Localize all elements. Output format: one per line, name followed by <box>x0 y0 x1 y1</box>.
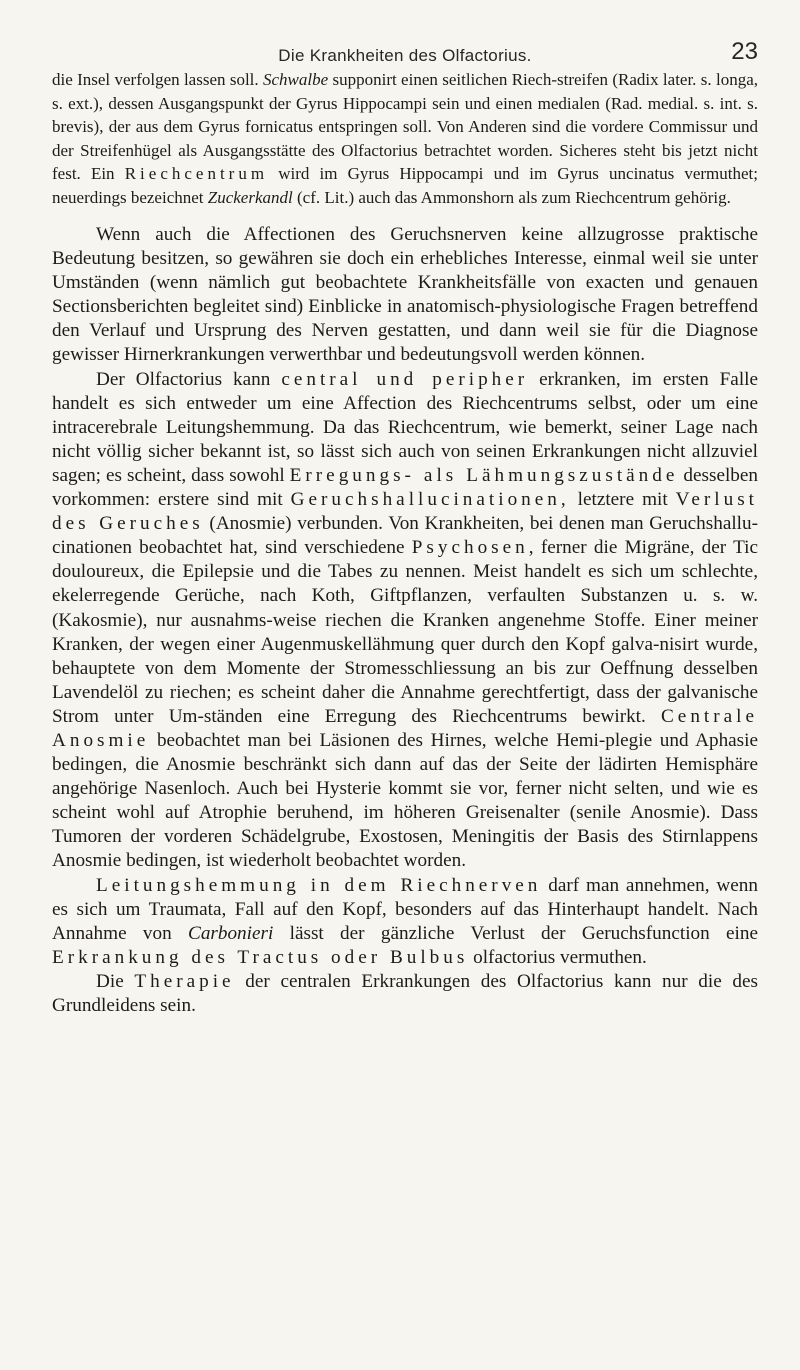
author-name-schwalbe: Schwalbe <box>263 70 329 89</box>
main-text <box>52 223 758 1018</box>
text-run: darf man annehmen, wenn es sich um Traumata, Fall auf den Kopf, besonders auf das Hinterhaupt handelt. Nach Annahme von <box>52 874 758 944</box>
text-run: der centralen Erkrankungen des Olfactorius kann nur die des Grundleidens sein. <box>52 970 758 1016</box>
paragraph-leitungshemmung <box>52 874 758 970</box>
spaced-term: Centrale Anosmie <box>52 705 758 751</box>
running-title: Die Krankheiten des Olfactorius. <box>278 46 532 65</box>
text-run: erkranken, im ersten Falle handelt es sich entweder um eine Affection des Riechcentrums selbst, oder um eine intracerebrale Leitungshemmung. Da das Riechcentrum, wie bemerkt, seiner Lage nach nicht völlig sicher bekannt ist, so lässt sich auch von seinen Erkrankungen nicht allzuviel sagen; es scheint, dass sowohl <box>52 368 759 486</box>
author-name-carbonieri: Carbonieri <box>188 922 274 944</box>
spaced-term: Leitungshemmung in dem Riechnerven <box>96 874 542 896</box>
spaced-term: Erkrankung des Tractus oder Bulbus <box>52 946 469 968</box>
intro-text-1: die Insel verfolgen lassen soll. <box>52 70 263 89</box>
text-run: Die <box>96 970 135 992</box>
spaced-term: Verlust des Geruches <box>52 489 758 535</box>
paragraph-therapie <box>52 970 758 1018</box>
spaced-term: Erregungs- als Lähmungszustände <box>289 464 679 486</box>
intro-text-3: wird im Gyrus Hippocampi und im Gyrus uncinatus vermuthet; neuerdings bezeichnet <box>52 164 758 207</box>
spaced-term: Psychosen <box>411 537 529 559</box>
text-run: beobachtet man bei Läsionen des Hirnes, welche Hemi-plegie und Aphasie bedingen, die Anosmie beschränkt sich dann auf das der Seite der lädirten Hemisphäre angehörige Nasenloch. Auch bei Hysterie kommt sie vor, ferner nicht selten, und wie es scheint wohl auf Atrophie beruhend, im höheren Greisenalter (senile Anosmie). Dass Tumoren der vorderen Schädelgrube, Exostosen, Meningitis der Basis des Stirnlappens Anosmie bedingen, ist wiederholt beobachtet worden. <box>52 729 758 872</box>
page-header <box>52 38 758 68</box>
text-run: lässt der gänzliche Verlust der Geruchsfunction eine <box>273 922 758 944</box>
text-run: (Anosmie) verbunden. Von Krankheiten, bei denen man Geruchshallu-cinationen beobachtet hat, sind verschiedene <box>52 513 758 559</box>
intro-text-4: (cf. Lit.) auch das Ammonshorn als zum Riechcentrum gehörig. <box>292 187 731 207</box>
text-run: olfactorius vermuthen. <box>468 946 647 968</box>
spaced-term: central und peripher <box>281 368 529 390</box>
author-name-zuckerkandl: Zuckerkandl <box>207 187 293 207</box>
spaced-term: Geruchshallucinationen, <box>290 489 570 511</box>
page-number: 23 <box>731 38 758 65</box>
spaced-term: Therapie <box>134 970 235 992</box>
text-run: desselben vorkommen: erstere sind mit <box>52 464 758 511</box>
intro-text-2: supponirt einen seitlichen Riech-streifen (Radix later. s. longa, s. ext.), dessen Ausgangspunkt der Gyrus Hippocampi sein und einen medialen (Rad. medial. s. int. s. brevis), der aus dem Gyrus fornicatus entspringen soll. Von Anderen sind die vordere Commissur und der Streifenhügel als Ausgangsstätte des Olfactorius betrachtet worden. Sicheres steht bis jetzt nicht fest. Ein <box>52 70 758 183</box>
intro-paragraph <box>52 68 758 209</box>
text-run: letztere mit <box>569 489 676 511</box>
paragraph-affectionen: Wenn auch die Affectionen des Geruchsnerven keine allzugrosse praktische Bedeutung besitzen, so gewähren sie doch ein erhebliches Interesse, einmal weil sie unter Umständen (wenn nämlich gut beobachtete Krankheitsfälle von exacten und genauen Sectionsberichten begleitet sind) Einblicke in anatomisch-physiologische Fragen betreffend den Verlauf und Ursprung des Nerven gestatten, und dann weil sie für die Diagnose gewisser Hirnerkrankungen verwerthbar und bedeutungsvoll werden können. <box>52 224 758 366</box>
paragraph-erkrankung <box>52 368 758 874</box>
text-run: , ferner die Migräne, der Tic douloureux, die Epilepsie und die Tabes zu nennen. Meist handelt es sich um schlechte, ekelerregende Gerüche, nach Koth, Giftpflanzen, verfaulten Substanzen u. s. w. (Kakosmie), nur ausnahms-weise riechen die Kranken angenehme Stoffe. Einer meiner Kranken, der wegen einer Augenmuskellähmung quer durch den Kopf galva-nisirt wurde, behauptete von dem Momente der Stromesschliessung an bis zur Oeffnung desselben Lavendelöl zu riechen; es scheint daher die Annahme gerechtfertigt, dass der galvanische Strom unter Um-ständen eine Erregung des Riechcentrums bewirkt. <box>52 537 758 727</box>
term-riechcentrum: Riechcentrum <box>124 164 269 183</box>
text-run: Der Olfactorius kann <box>96 368 282 390</box>
